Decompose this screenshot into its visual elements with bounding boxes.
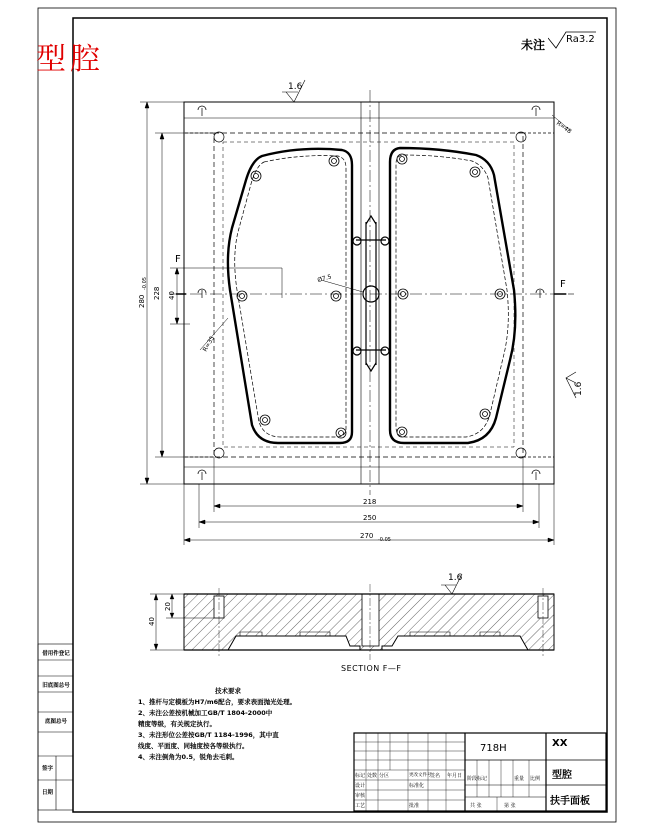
tech-notes xyxy=(138,686,298,763)
tech-notes-title: 技术要求 xyxy=(215,687,241,695)
hdr-check: 审核 xyxy=(355,793,366,799)
hdr-zone: 分区 xyxy=(379,773,390,779)
dim-250: 250 xyxy=(363,514,377,522)
roughness-value: Ra3.2 xyxy=(566,34,595,45)
hdr-process: 工艺 xyxy=(355,803,366,809)
right-cavity xyxy=(390,148,515,443)
section-label: SECTION F—F xyxy=(341,664,402,673)
hidden-pocket xyxy=(214,133,523,457)
hdr-weight: 重量 xyxy=(514,776,525,782)
project-code: XX xyxy=(552,738,568,749)
tech-note-2: 2、未注公差按机械加工GB/T 1804-2000中 xyxy=(138,709,273,717)
dim-270-tol: -0.05 xyxy=(378,537,391,543)
hdr-count: 处数 xyxy=(367,773,378,779)
dim-270: 270 xyxy=(360,532,374,540)
hdr-sheets: 共 张 xyxy=(470,803,482,809)
tech-note-6: 4、未注倒角为0.5，锐角去毛刺。 xyxy=(138,753,239,761)
section-depth: 40 xyxy=(148,617,156,626)
plan-view xyxy=(140,80,576,545)
drawing-name: 扶手面板 xyxy=(550,796,590,807)
left-strip-drawing-no: 底图总号 xyxy=(44,719,67,725)
tech-note-1: 1、推杆与定模板为H7/m6配合，要求表面抛光处理。 xyxy=(138,698,297,706)
hidden-ledge xyxy=(223,142,514,447)
hdr-sign: 签名 xyxy=(430,773,441,779)
section-inner-depth: 20 xyxy=(164,602,172,611)
tech-note-5: 线度、平面度、同轴度按各等级执行。 xyxy=(138,742,249,750)
part-name: 型腔 xyxy=(552,770,572,781)
left-strip-date: 日期 xyxy=(41,790,53,796)
dim-280-tol: -0.05 xyxy=(142,277,148,290)
section-marker-right: F xyxy=(560,279,566,290)
plate-outline xyxy=(184,102,554,484)
hdr-sheet: 第 张 xyxy=(504,803,516,809)
holes xyxy=(237,154,505,438)
dim-228: 228 xyxy=(153,286,161,300)
right-surface-mark: 1.6 xyxy=(574,381,584,396)
dim-radius: R=48 xyxy=(554,119,573,136)
section-marker-left: F xyxy=(175,254,181,265)
hdr-doc: 更改文件号 xyxy=(409,773,432,778)
hdr-approve: 批准 xyxy=(409,803,420,809)
hdr-date: 年月日 xyxy=(447,773,463,779)
dim-40: 40 xyxy=(168,291,176,300)
left-strip xyxy=(38,644,73,810)
corner-screws xyxy=(185,106,554,480)
material: 718H xyxy=(480,743,507,754)
section-view xyxy=(150,574,554,660)
hdr-design: 设计 xyxy=(355,783,366,789)
hdr-mark: 标记 xyxy=(355,773,366,779)
dim-gate: Ø7.5 xyxy=(316,273,333,284)
hdr-stage: 阶段标记 xyxy=(467,776,488,782)
left-strip-sign: 签字 xyxy=(41,766,53,772)
hdr-scale: 比例 xyxy=(530,776,541,782)
dim-280: 280 xyxy=(138,294,146,308)
left-strip-old-drawing: 旧底图总号 xyxy=(42,683,70,689)
dim-218: 218 xyxy=(363,498,377,506)
roughness-label: 未注 xyxy=(521,38,546,52)
outer-border xyxy=(38,8,616,822)
dimension-lines xyxy=(140,102,570,545)
left-strip-borrow: 借用件登记 xyxy=(42,651,70,657)
cavity-title: 型腔 xyxy=(36,42,104,77)
plan-surface-mark: 1.6 xyxy=(288,82,303,92)
tech-note-4: 3、未注形位公差按GB/T 1184-1996，其中直 xyxy=(138,731,279,739)
section-surface-mark: 1.6 xyxy=(448,573,463,583)
dim-chamfer: R=35 xyxy=(201,334,217,353)
hdr-std: 标准化 xyxy=(409,783,425,789)
tech-note-3: 精度等级，有关规定执行。 xyxy=(138,720,216,728)
